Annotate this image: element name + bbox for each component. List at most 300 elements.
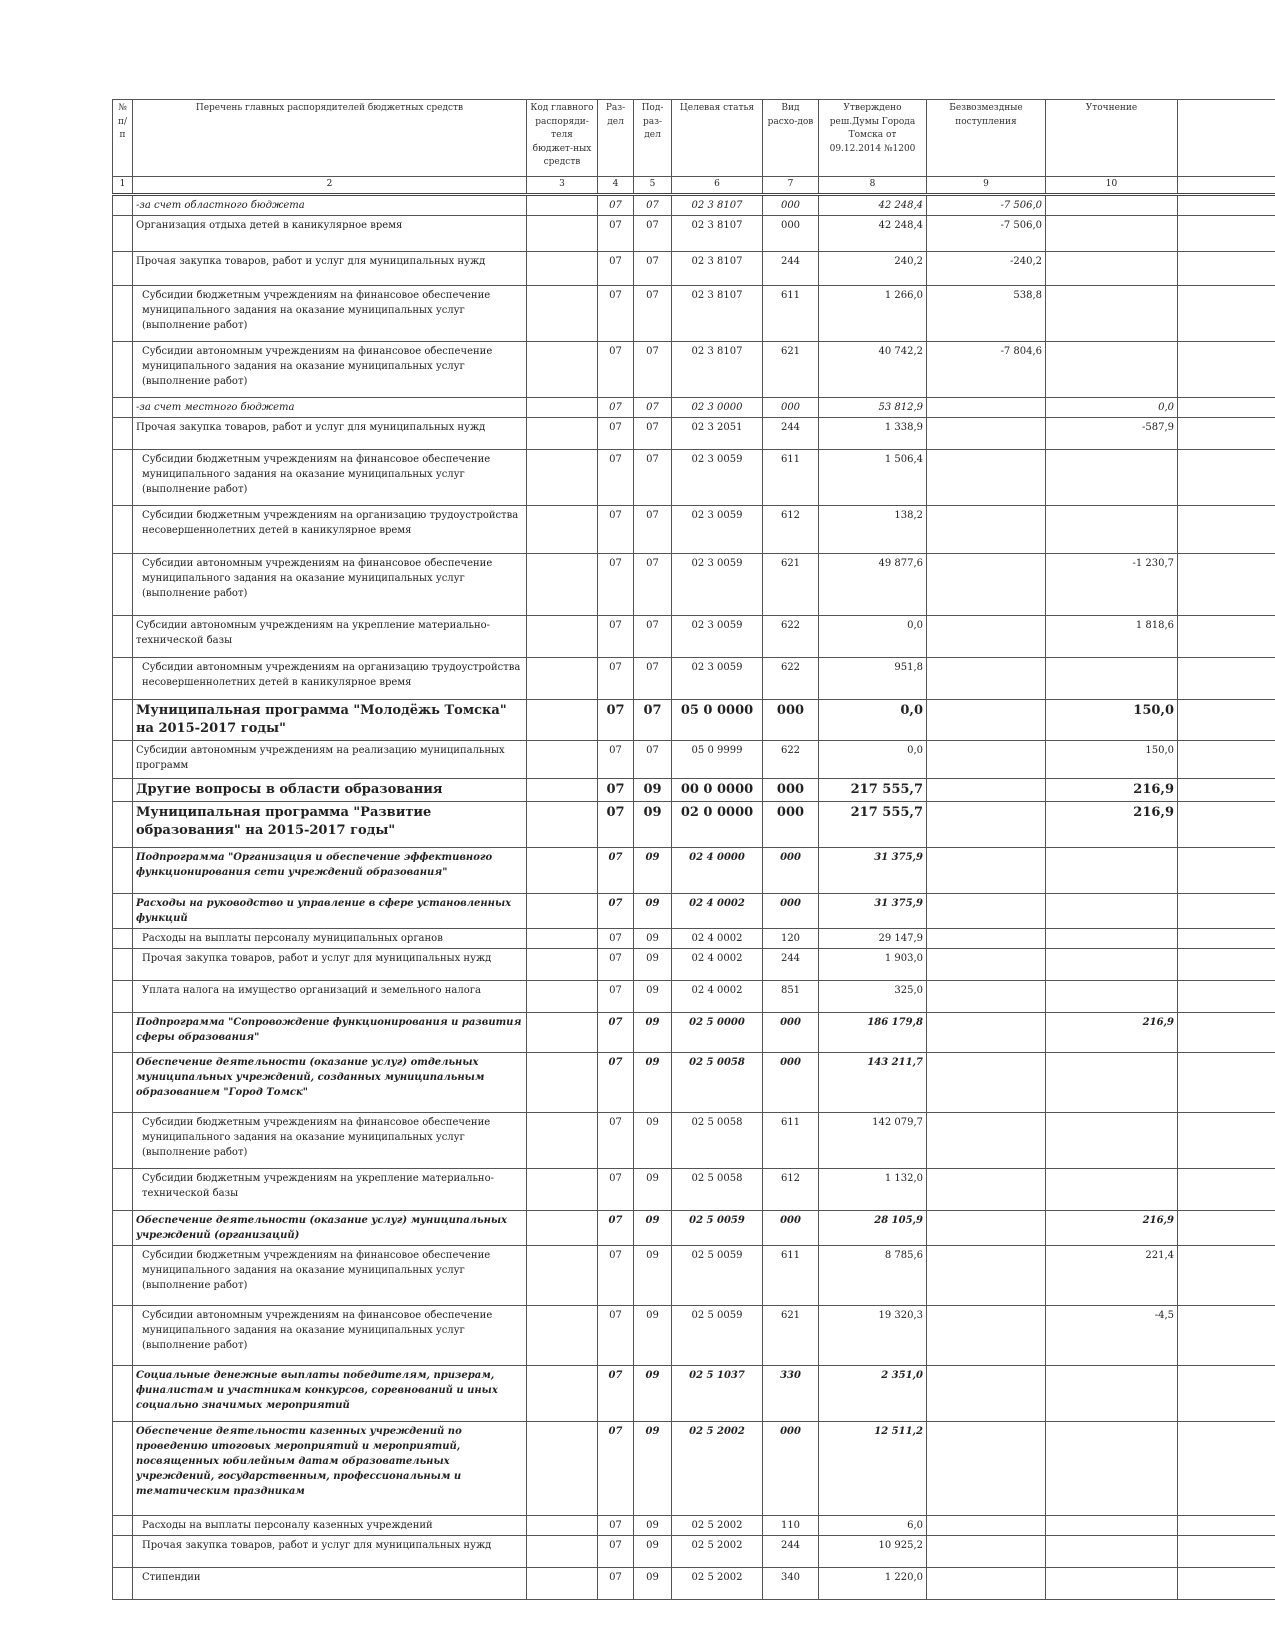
row-code-cell [527, 1536, 598, 1568]
row-number-cell [113, 949, 133, 981]
row-bezv-cell: -7 506,0 [927, 194, 1046, 215]
row-razdel-cell: 07 [598, 194, 634, 215]
row-name-cell: Субсидии бюджетным учреждениям на организацию трудоустройства несовершеннолетних детей в каникулярное время [133, 505, 527, 553]
row-bezv-cell [927, 929, 1046, 949]
row-cs-cell: 02 4 0002 [672, 949, 763, 981]
row-name-cell: Подпрограмма "Организация и обеспечение эффективного функционирования сети учреждений образования" [133, 848, 527, 894]
row-code-cell [527, 1169, 598, 1211]
table-row [113, 1306, 1275, 1366]
table-row [113, 215, 1275, 251]
row-vr-cell: 611 [763, 1113, 819, 1169]
row-name-cell: Расходы на выплаты персоналу казенных учреждений [133, 1516, 527, 1536]
row-code-cell [527, 341, 598, 397]
row-extra-cell [1178, 1516, 1275, 1536]
row-bezv-cell: -7 804,6 [927, 341, 1046, 397]
row-name-cell: Прочая закупка товаров, работ и услуг для муниципальных нужд [133, 949, 527, 981]
row-razdel-cell: 07 [598, 699, 634, 740]
row-name-cell: Обеспечение деятельности (оказание услуг) отдельных муниципальных учреждений, созданных муниципальным образованием "Город Томск" [133, 1053, 527, 1113]
row-utv-cell: 10 925,2 [819, 1536, 927, 1568]
row-number-cell [113, 1568, 133, 1600]
row-razdel-cell: 07 [598, 341, 634, 397]
row-utv-cell: 1 338,9 [819, 417, 927, 449]
row-number-cell [113, 341, 133, 397]
row-extra-cell [1178, 1053, 1275, 1113]
row-podrazdel-cell: 07 [634, 251, 672, 285]
row-utoch-cell: -1 230,7 [1046, 553, 1178, 615]
table-row [113, 699, 1275, 740]
row-utoch-cell [1046, 215, 1178, 251]
column-number: 7 [763, 177, 819, 195]
row-utoch-cell: 221,4 [1046, 1246, 1178, 1306]
row-bezv-cell [927, 1306, 1046, 1366]
row-name-cell: Субсидии автономным учреждениям на финансовое обеспечение муниципального задания на оказание муниципальных услуг (выполнение работ) [133, 1306, 527, 1366]
row-bezv-cell [927, 1113, 1046, 1169]
row-bezv-cell [927, 1366, 1046, 1422]
table-row [113, 1013, 1275, 1053]
row-podrazdel-cell: 07 [634, 341, 672, 397]
row-podrazdel-cell: 07 [634, 397, 672, 417]
row-podrazdel-cell: 09 [634, 1013, 672, 1053]
table-row [113, 615, 1275, 657]
row-number-cell [113, 397, 133, 417]
row-number-cell [113, 740, 133, 778]
row-cs-cell: 02 3 8107 [672, 285, 763, 341]
row-utv-cell: 42 248,4 [819, 215, 927, 251]
row-utoch-cell: 216,9 [1046, 1211, 1178, 1246]
row-number-cell [113, 449, 133, 505]
row-utoch-cell: 150,0 [1046, 740, 1178, 778]
row-name-cell: Социальные денежные выплаты победителям, призерам, финалистам и участникам конкурсов, соревнований и иных социально значимых мероприятий [133, 1366, 527, 1422]
row-utoch-cell [1046, 285, 1178, 341]
row-razdel-cell: 07 [598, 1422, 634, 1516]
row-code-cell [527, 1366, 598, 1422]
row-vr-cell: 000 [763, 778, 819, 801]
row-razdel-cell: 07 [598, 981, 634, 1013]
row-vr-cell: 622 [763, 740, 819, 778]
row-code-cell [527, 657, 598, 699]
row-bezv-cell: -7 506,0 [927, 215, 1046, 251]
row-cs-cell: 02 5 0000 [672, 1013, 763, 1053]
row-vr-cell: 330 [763, 1366, 819, 1422]
row-cs-cell: 02 5 2002 [672, 1516, 763, 1536]
row-bezv-cell [927, 505, 1046, 553]
row-name-cell: Субсидии бюджетным учреждениям на укрепление материально-технической базы [133, 1169, 527, 1211]
row-utv-cell: 2 351,0 [819, 1366, 927, 1422]
row-podrazdel-cell: 07 [634, 194, 672, 215]
row-number-cell [113, 1516, 133, 1536]
row-extra-cell [1178, 215, 1275, 251]
row-utoch-cell [1046, 449, 1178, 505]
row-number-cell [113, 194, 133, 215]
row-cs-cell: 02 3 8107 [672, 251, 763, 285]
row-utoch-cell [1046, 1568, 1178, 1600]
row-utv-cell: 12 511,2 [819, 1422, 927, 1516]
table-row [113, 657, 1275, 699]
row-utoch-cell [1046, 657, 1178, 699]
row-cs-cell: 02 5 0059 [672, 1246, 763, 1306]
row-vr-cell: 000 [763, 802, 819, 848]
row-vr-cell: 110 [763, 1516, 819, 1536]
table-row [113, 981, 1275, 1013]
row-code-cell [527, 848, 598, 894]
table-row [113, 341, 1275, 397]
row-utv-cell: 49 877,6 [819, 553, 927, 615]
row-podrazdel-cell: 07 [634, 553, 672, 615]
row-number-cell [113, 251, 133, 285]
row-code-cell [527, 740, 598, 778]
table-row [113, 1422, 1275, 1516]
row-bezv-cell [927, 778, 1046, 801]
row-podrazdel-cell: 09 [634, 848, 672, 894]
row-cs-cell: 02 3 0059 [672, 553, 763, 615]
row-cs-cell: 02 3 8107 [672, 194, 763, 215]
row-bezv-cell [927, 1013, 1046, 1053]
row-extra-cell [1178, 778, 1275, 801]
column-number: 2 [133, 177, 527, 195]
row-podrazdel-cell: 09 [634, 1113, 672, 1169]
table-row [113, 740, 1275, 778]
row-utv-cell: 1 506,4 [819, 449, 927, 505]
row-razdel-cell: 07 [598, 553, 634, 615]
header-cell: Код главного распоряди-теля бюджет-ных средств [527, 100, 598, 177]
row-name-cell: Уплата налога на имущество организаций и земельного налога [133, 981, 527, 1013]
row-cs-cell: 02 4 0000 [672, 848, 763, 894]
header-row [113, 100, 1275, 177]
column-number: 1 [113, 177, 133, 195]
row-vr-cell: 000 [763, 1013, 819, 1053]
row-code-cell [527, 1516, 598, 1536]
row-utoch-cell: 216,9 [1046, 1013, 1178, 1053]
table-row [113, 1536, 1275, 1568]
row-cs-cell: 02 5 0058 [672, 1053, 763, 1113]
row-podrazdel-cell: 07 [634, 505, 672, 553]
header-cell: Под-раз-дел [634, 100, 672, 177]
row-number-cell [113, 778, 133, 801]
row-code-cell [527, 505, 598, 553]
row-code-cell [527, 699, 598, 740]
row-utoch-cell [1046, 929, 1178, 949]
table-row [113, 894, 1275, 929]
row-utoch-cell [1046, 1516, 1178, 1536]
row-vr-cell: 120 [763, 929, 819, 949]
row-number-cell [113, 285, 133, 341]
row-extra-cell [1178, 615, 1275, 657]
row-code-cell [527, 1013, 598, 1053]
row-razdel-cell: 07 [598, 1366, 634, 1422]
row-cs-cell: 02 4 0002 [672, 929, 763, 949]
row-podrazdel-cell: 09 [634, 1422, 672, 1516]
row-podrazdel-cell: 09 [634, 1366, 672, 1422]
row-name-cell: Расходы на руководство и управление в сфере установленных функций [133, 894, 527, 929]
row-podrazdel-cell: 09 [634, 778, 672, 801]
row-code-cell [527, 417, 598, 449]
row-name-cell: Субсидии автономным учреждениям на финансовое обеспечение муниципального задания на оказание муниципальных услуг (выполнение работ) [133, 553, 527, 615]
row-utoch-cell: 216,9 [1046, 778, 1178, 801]
row-name-cell: Субсидии бюджетным учреждениям на финансовое обеспечение муниципального задания на оказание муниципальных услуг (выполнение работ) [133, 1113, 527, 1169]
row-name-cell: Подпрограмма "Сопровождение функционирования и развития сферы образования" [133, 1013, 527, 1053]
row-vr-cell: 244 [763, 949, 819, 981]
row-podrazdel-cell: 07 [634, 417, 672, 449]
row-podrazdel-cell: 09 [634, 894, 672, 929]
row-name-cell: Прочая закупка товаров, работ и услуг для муниципальных нужд [133, 417, 527, 449]
row-utoch-cell: 150,0 [1046, 699, 1178, 740]
row-utoch-cell [1046, 341, 1178, 397]
row-razdel-cell: 07 [598, 1169, 634, 1211]
table-row [113, 417, 1275, 449]
row-bezv-cell [927, 848, 1046, 894]
row-number-cell [113, 1366, 133, 1422]
row-razdel-cell: 07 [598, 1568, 634, 1600]
row-number-cell [113, 1211, 133, 1246]
row-podrazdel-cell: 07 [634, 215, 672, 251]
row-bezv-cell [927, 1422, 1046, 1516]
row-code-cell [527, 929, 598, 949]
row-podrazdel-cell: 07 [634, 449, 672, 505]
row-utv-cell: 951,8 [819, 657, 927, 699]
row-vr-cell: 000 [763, 894, 819, 929]
row-name-cell: Прочая закупка товаров, работ и услуг для муниципальных нужд [133, 1536, 527, 1568]
table-row [113, 1113, 1275, 1169]
row-code-cell [527, 949, 598, 981]
row-extra-cell [1178, 1568, 1275, 1600]
row-code-cell [527, 802, 598, 848]
row-podrazdel-cell: 09 [634, 1568, 672, 1600]
row-vr-cell: 244 [763, 251, 819, 285]
row-code-cell [527, 615, 598, 657]
row-podrazdel-cell: 07 [634, 699, 672, 740]
row-number-cell [113, 1246, 133, 1306]
row-name-cell: Расходы на выплаты персоналу муниципальных органов [133, 929, 527, 949]
row-vr-cell: 244 [763, 417, 819, 449]
row-extra-cell [1178, 1536, 1275, 1568]
row-bezv-cell [927, 615, 1046, 657]
table-row [113, 802, 1275, 848]
row-bezv-cell [927, 802, 1046, 848]
row-bezv-cell [927, 949, 1046, 981]
row-extra-cell [1178, 1306, 1275, 1366]
row-razdel-cell: 07 [598, 449, 634, 505]
row-vr-cell: 621 [763, 341, 819, 397]
row-razdel-cell: 07 [598, 1246, 634, 1306]
row-number-cell [113, 699, 133, 740]
row-vr-cell: 000 [763, 699, 819, 740]
row-code-cell [527, 894, 598, 929]
row-utv-cell: 186 179,8 [819, 1013, 927, 1053]
row-utv-cell: 143 211,7 [819, 1053, 927, 1113]
row-extra-cell [1178, 1422, 1275, 1516]
row-utoch-cell [1046, 1053, 1178, 1113]
row-utoch-cell [1046, 848, 1178, 894]
row-number-cell [113, 929, 133, 949]
row-razdel-cell: 07 [598, 1053, 634, 1113]
row-vr-cell: 244 [763, 1536, 819, 1568]
row-number-cell [113, 1113, 133, 1169]
row-razdel-cell: 07 [598, 1013, 634, 1053]
row-name-cell: Субсидии автономным учреждениям на укрепление материально-технической базы [133, 615, 527, 657]
row-name-cell: Субсидии бюджетным учреждениям на финансовое обеспечение муниципального задания на оказание муниципальных услуг (выполнение работ) [133, 285, 527, 341]
row-code-cell [527, 1422, 598, 1516]
row-vr-cell: 622 [763, 615, 819, 657]
header-cell [1178, 100, 1275, 177]
row-cs-cell: 02 5 2002 [672, 1422, 763, 1516]
row-podrazdel-cell: 09 [634, 1169, 672, 1211]
row-razdel-cell: 07 [598, 657, 634, 699]
row-bezv-cell [927, 657, 1046, 699]
row-bezv-cell [927, 397, 1046, 417]
row-cs-cell: 05 0 0000 [672, 699, 763, 740]
row-name-cell: Обеспечение деятельности казенных учреждений по проведению итоговых мероприятий и мероприятий, посвященных юбилейным датам образовательных учреждений, государственным, профессиональным и тематическим праздникам [133, 1422, 527, 1516]
row-code-cell [527, 1306, 598, 1366]
row-razdel-cell: 07 [598, 848, 634, 894]
row-podrazdel-cell: 09 [634, 981, 672, 1013]
row-cs-cell: 02 3 0059 [672, 615, 763, 657]
column-number: 4 [598, 177, 634, 195]
row-extra-cell [1178, 848, 1275, 894]
row-vr-cell: 621 [763, 553, 819, 615]
row-cs-cell: 02 3 0059 [672, 505, 763, 553]
row-utoch-cell: -587,9 [1046, 417, 1178, 449]
row-extra-cell [1178, 1169, 1275, 1211]
row-utoch-cell [1046, 894, 1178, 929]
row-razdel-cell: 07 [598, 1536, 634, 1568]
row-extra-cell [1178, 417, 1275, 449]
row-utv-cell: 325,0 [819, 981, 927, 1013]
row-bezv-cell: 538,8 [927, 285, 1046, 341]
row-cs-cell: 02 4 0002 [672, 981, 763, 1013]
row-extra-cell [1178, 449, 1275, 505]
row-utv-cell: 1 903,0 [819, 949, 927, 981]
row-vr-cell: 340 [763, 1568, 819, 1600]
row-extra-cell [1178, 397, 1275, 417]
row-vr-cell: 851 [763, 981, 819, 1013]
table-row [113, 1211, 1275, 1246]
row-utv-cell: 142 079,7 [819, 1113, 927, 1169]
row-bezv-cell [927, 449, 1046, 505]
column-number: 10 [1046, 177, 1178, 195]
row-name-cell: Стипендии [133, 1568, 527, 1600]
row-bezv-cell [927, 740, 1046, 778]
row-utv-cell: 0,0 [819, 615, 927, 657]
row-utoch-cell [1046, 1422, 1178, 1516]
row-number-cell [113, 981, 133, 1013]
column-number: 9 [927, 177, 1046, 195]
row-vr-cell: 611 [763, 285, 819, 341]
row-code-cell [527, 778, 598, 801]
header-cell: Раз-дел [598, 100, 634, 177]
row-podrazdel-cell: 09 [634, 1516, 672, 1536]
row-name-cell: -за счет местного бюджета [133, 397, 527, 417]
row-vr-cell: 000 [763, 1211, 819, 1246]
row-cs-cell: 02 5 0058 [672, 1169, 763, 1211]
row-extra-cell [1178, 740, 1275, 778]
row-name-cell: Субсидии автономным учреждениям на реализацию муниципальных программ [133, 740, 527, 778]
row-podrazdel-cell: 09 [634, 1306, 672, 1366]
row-podrazdel-cell: 09 [634, 1536, 672, 1568]
row-podrazdel-cell: 09 [634, 1246, 672, 1306]
row-bezv-cell [927, 1536, 1046, 1568]
row-utv-cell: 1 220,0 [819, 1568, 927, 1600]
table-row [113, 553, 1275, 615]
table-row [113, 1516, 1275, 1536]
column-number: 6 [672, 177, 763, 195]
table-row [113, 397, 1275, 417]
row-extra-cell [1178, 894, 1275, 929]
row-extra-cell [1178, 929, 1275, 949]
row-utoch-cell [1046, 251, 1178, 285]
row-code-cell [527, 397, 598, 417]
row-extra-cell [1178, 341, 1275, 397]
row-utv-cell: 53 812,9 [819, 397, 927, 417]
row-razdel-cell: 07 [598, 615, 634, 657]
row-name-cell: Другие вопросы в области образования [133, 778, 527, 801]
row-code-cell [527, 194, 598, 215]
row-bezv-cell [927, 894, 1046, 929]
row-vr-cell: 612 [763, 1169, 819, 1211]
row-bezv-cell: -240,2 [927, 251, 1046, 285]
row-vr-cell: 611 [763, 1246, 819, 1306]
row-bezv-cell [927, 1053, 1046, 1113]
header-cell: Перечень главных распорядителей бюджетных средств [133, 100, 527, 177]
row-utoch-cell [1046, 1169, 1178, 1211]
row-cs-cell: 02 3 0000 [672, 397, 763, 417]
row-vr-cell: 622 [763, 657, 819, 699]
row-razdel-cell: 07 [598, 740, 634, 778]
row-utv-cell: 0,0 [819, 740, 927, 778]
row-cs-cell: 05 0 9999 [672, 740, 763, 778]
row-razdel-cell: 07 [598, 1211, 634, 1246]
row-number-cell [113, 657, 133, 699]
row-bezv-cell [927, 699, 1046, 740]
row-number-cell [113, 553, 133, 615]
row-name-cell: Субсидии бюджетным учреждениям на финансовое обеспечение муниципального задания на оказание муниципальных услуг (выполнение работ) [133, 1246, 527, 1306]
row-razdel-cell: 07 [598, 778, 634, 801]
row-bezv-cell [927, 1516, 1046, 1536]
row-extra-cell [1178, 505, 1275, 553]
row-vr-cell: 000 [763, 397, 819, 417]
row-number-cell [113, 894, 133, 929]
row-vr-cell: 000 [763, 1422, 819, 1516]
row-code-cell [527, 1113, 598, 1169]
row-bezv-cell [927, 1211, 1046, 1246]
row-razdel-cell: 07 [598, 1113, 634, 1169]
row-utv-cell: 217 555,7 [819, 778, 927, 801]
row-number-cell [113, 505, 133, 553]
header-cell: Целевая статья [672, 100, 763, 177]
row-razdel-cell: 07 [598, 1516, 634, 1536]
row-vr-cell: 000 [763, 215, 819, 251]
row-extra-cell [1178, 699, 1275, 740]
row-cs-cell: 00 0 0000 [672, 778, 763, 801]
row-utoch-cell: -4,5 [1046, 1306, 1178, 1366]
row-razdel-cell: 07 [598, 417, 634, 449]
row-utv-cell: 6,0 [819, 1516, 927, 1536]
row-cs-cell: 02 5 0059 [672, 1211, 763, 1246]
row-utoch-cell: 216,9 [1046, 802, 1178, 848]
row-name-cell: Муниципальная программа "Развитие образования" на 2015-2017 годы" [133, 802, 527, 848]
table-row [113, 1568, 1275, 1600]
row-razdel-cell: 07 [598, 215, 634, 251]
row-podrazdel-cell: 07 [634, 615, 672, 657]
row-number-cell [113, 615, 133, 657]
row-vr-cell: 611 [763, 449, 819, 505]
row-razdel-cell: 07 [598, 802, 634, 848]
table-row [113, 848, 1275, 894]
header-cell: Утверждено реш.Думы Города Томска от 09.12.2014 №1200 [819, 100, 927, 177]
row-utoch-cell [1046, 1536, 1178, 1568]
table-row [113, 1169, 1275, 1211]
header-cell: Безвозмездные поступления [927, 100, 1046, 177]
row-number-cell [113, 1536, 133, 1568]
